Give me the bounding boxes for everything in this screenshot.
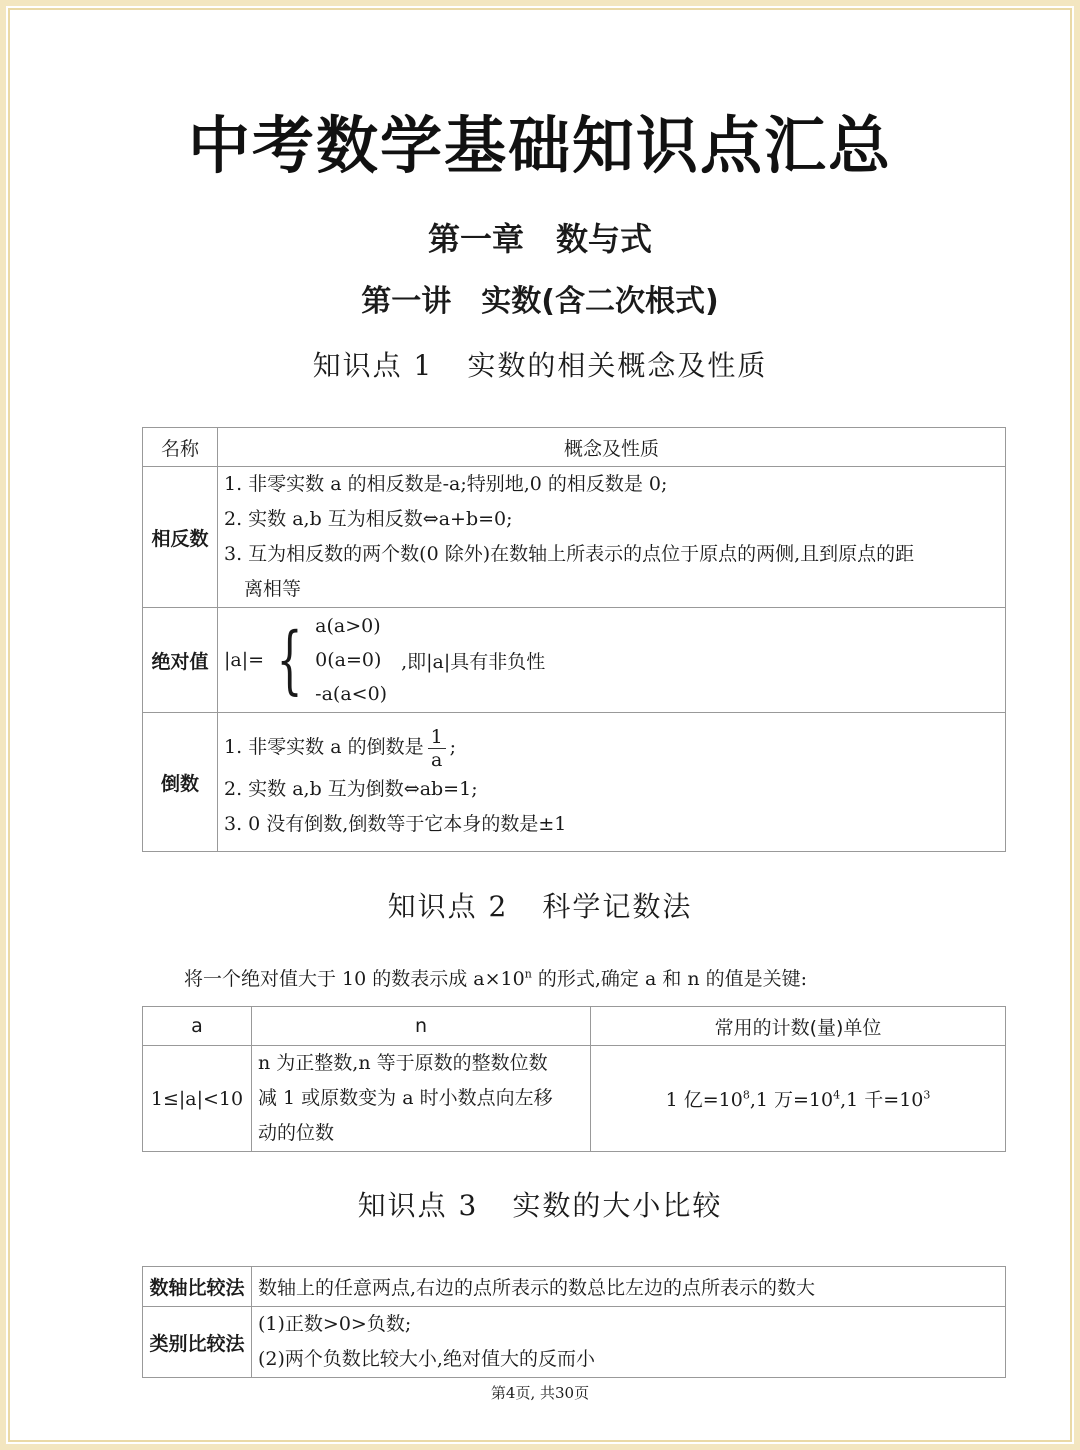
intro-exponent: n <box>524 967 532 981</box>
lecture-heading: 第一讲 实数(含二次根式) <box>361 284 719 319</box>
unit-text: ,1 千=10 <box>840 1089 924 1111</box>
line-text: 1. 非零实数 a 的倒数是 <box>224 736 424 758</box>
row-name-absolute: 绝对值 <box>143 608 218 713</box>
kp1-name: 实数的相关概念及性质 <box>467 349 768 382</box>
case-item: -a(a<0) <box>315 683 388 705</box>
kp3-heading <box>0 1184 1080 1224</box>
table-row <box>143 1307 1006 1378</box>
content-line: (2)两个负数比较大小,绝对值大的反而小 <box>258 1348 595 1370</box>
page-title: 中考数学基础知识点汇总 <box>187 109 892 182</box>
content-line: 3. 互为相反数的两个数(0 除外)在数轴上所表示的点位于原点的两侧,且到原点的距 <box>224 543 915 565</box>
row-content-numberline: 数轴上的任意两点,右边的点所表示的数总比左边的点所表示的数大 <box>252 1267 1006 1307</box>
table-row <box>143 467 1006 608</box>
kp2-intro <box>184 964 807 991</box>
case-item: a(a>0) <box>315 615 381 637</box>
content-line <box>224 722 999 772</box>
kp3-table <box>142 1266 1006 1378</box>
kp2-number: 知识点 2 <box>387 890 509 923</box>
content-line: n 为正整数,n 等于原数的整数位数 <box>258 1052 548 1074</box>
kp1-number: 知识点 1 <box>312 349 434 382</box>
case-item: 0(a=0) <box>315 649 382 671</box>
line-text: ; <box>449 736 457 758</box>
row-name-opposite: 相反数 <box>143 467 218 608</box>
kp1-table <box>142 427 1006 852</box>
piecewise-formula <box>224 609 545 711</box>
chapter-heading: 第一章 数与式 <box>427 220 652 258</box>
header-a: a <box>143 1007 252 1046</box>
header-concept: 概念及性质 <box>218 428 1006 467</box>
a-range: 1≤|a|<10 <box>143 1046 252 1152</box>
table-header-row <box>143 1007 1006 1046</box>
header-units: 常用的计数(量)单位 <box>591 1007 1006 1046</box>
row-name-reciprocal: 倒数 <box>143 713 218 852</box>
row-content-opposite <box>218 467 1006 608</box>
kp1-heading <box>0 344 1080 384</box>
content-line: 2. 实数 a,b 互为倒数⇔ab=1; <box>224 778 478 800</box>
row-content-category <box>252 1307 1006 1378</box>
page-footer: 第4页, 共30页 <box>490 1384 590 1402</box>
fraction <box>428 726 446 771</box>
kp2-name: 科学记数法 <box>542 890 693 923</box>
row-name-numberline: 数轴比较法 <box>143 1267 252 1307</box>
row-name-category: 类别比较法 <box>143 1307 252 1378</box>
unit-exponent: 8 <box>742 1088 750 1102</box>
content-line: 减 1 或原数变为 a 时小数点向左移 <box>258 1087 553 1109</box>
content-line: 2. 实数 a,b 互为相反数⇔a+b=0; <box>224 508 513 530</box>
header-n: n <box>252 1007 591 1046</box>
content-line: 1. 非零实数 a 的相反数是-a;特别地,0 的相反数是 0; <box>224 473 668 495</box>
row-content-absolute <box>218 608 1006 713</box>
table-header-row <box>143 428 1006 467</box>
left-brace: { <box>276 617 303 703</box>
unit-text: ,1 万=10 <box>749 1089 834 1111</box>
kp3-name: 实数的大小比较 <box>512 1189 723 1222</box>
abs-tail: ,即|a|具有非负性 <box>401 650 546 673</box>
content-line: 动的位数 <box>258 1122 335 1144</box>
content-line: (1)正数>0>负数; <box>258 1313 412 1335</box>
table-row <box>143 1267 1006 1307</box>
unit-text: 1 亿=10 <box>665 1089 743 1111</box>
header-name: 名称 <box>143 428 218 467</box>
cases-list <box>315 609 387 711</box>
kp2-heading <box>0 885 1080 925</box>
intro-text: 的形式,确定 a 和 n 的值是关键: <box>531 968 808 990</box>
intro-text: 将一个绝对值大于 10 的数表示成 a×10 <box>184 968 525 990</box>
table-row <box>143 608 1006 713</box>
content-line: 3. 0 没有倒数,倒数等于它本身的数是±1 <box>224 813 567 835</box>
fraction-denominator: a <box>430 748 443 771</box>
table-row <box>143 713 1006 852</box>
table-row <box>143 1046 1006 1152</box>
abs-lhs: |a|= <box>224 649 265 671</box>
content-line: 离相等 <box>244 578 302 600</box>
units-cell <box>591 1046 1006 1152</box>
fraction-numerator: 1 <box>428 726 446 749</box>
unit-exponent: 3 <box>923 1088 931 1102</box>
n-description <box>252 1046 591 1152</box>
row-content-reciprocal <box>218 713 1006 852</box>
kp3-number: 知识点 3 <box>357 1189 479 1222</box>
kp2-table <box>142 1006 1006 1152</box>
unit-exponent: 4 <box>833 1088 841 1102</box>
